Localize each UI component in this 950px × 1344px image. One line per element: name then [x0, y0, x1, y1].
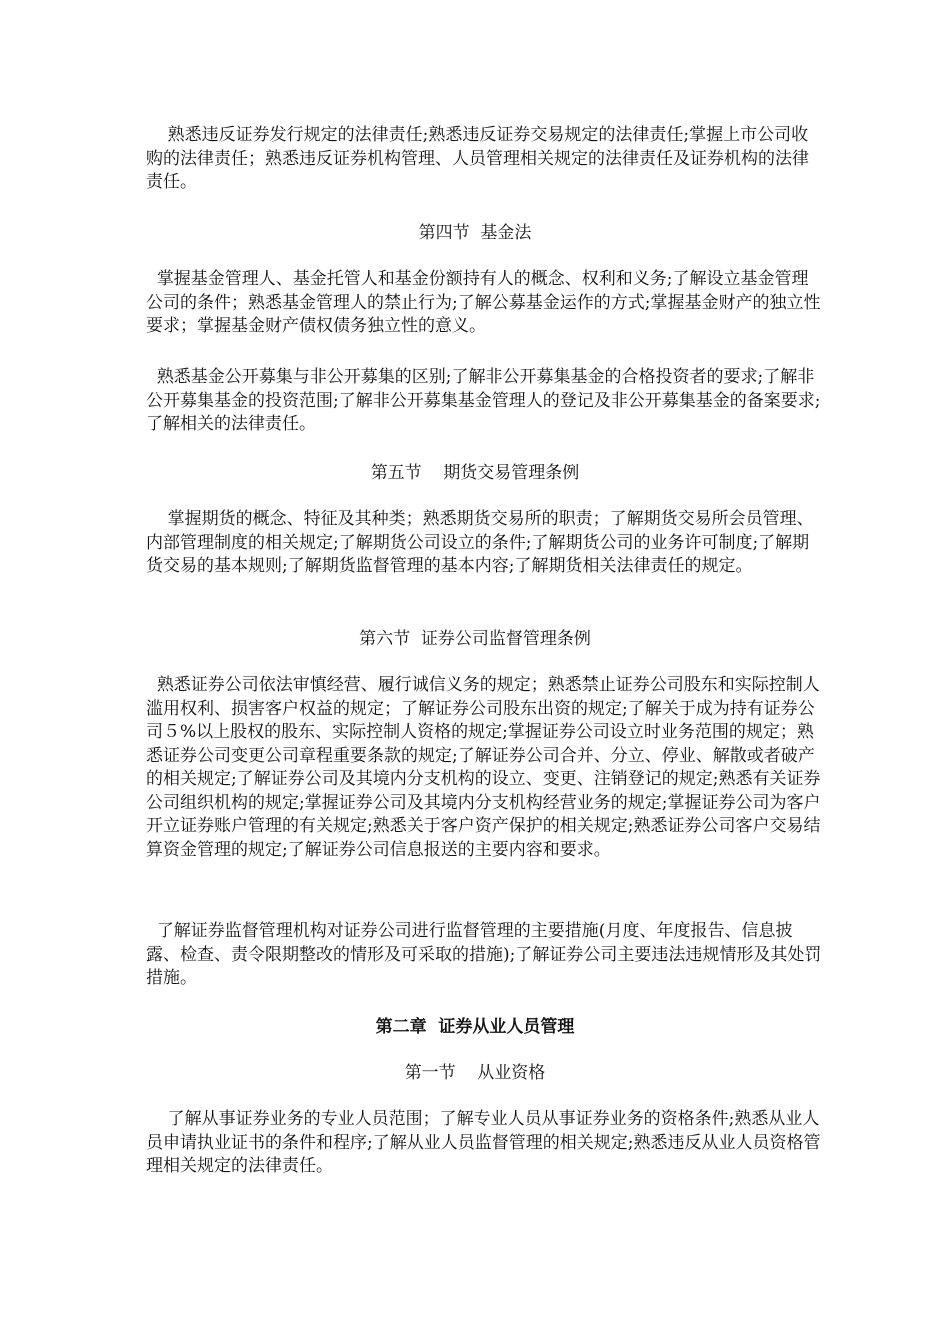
paragraph-legal-liability: 熟悉违反证券发行规定的法律责任;熟悉违反证券交易规定的法律责任;掌握上市公司收购的法律责任；熟悉违反证券机构管理、人员管理相关规定的法律责任及证券机构的法律责任。: [146, 125, 809, 192]
paragraph-fund-raising: 熟悉基金公开募集与非公开募集的区别;了解非公开募集基金的合格投资者的要求;了解非公开募集基金的投资范围;了解非公开募集基金管理人的登记及非公开募集基金的备案要求;了解相关的法律责任。: [146, 367, 821, 434]
paragraph-fund-manager: 掌握基金管理人、基金托管人和基金份额持有人的概念、权利和义务;了解设立基金管理公司的条件；熟悉基金管理人的禁止行为;了解公募基金运作的方式;掌握基金财产的独立性要求；掌握基金财产债权债务独立性的意义。: [146, 269, 821, 336]
paragraph-supervision-measures: 了解证券监督管理机构对证券公司进行监督管理的主要措施(月度、年度报告、信息披露、检查、责令限期整改的情形及可采取的措施);了解证券公司主要违法违规情形及其处罚措施。: [146, 921, 822, 988]
section-heading-futures: 第五节 期货交易管理条例: [370, 463, 580, 483]
section-heading-fund-law: 第四节 基金法: [418, 223, 532, 243]
paragraph-securities-company: 熟悉证券公司依法审慎经营、履行诚信义务的规定；熟悉禁止证券公司股东和实际控制人滥用权利、损害客户权益的规定；了解证券公司股东出资的规定;了解关于成为持有证券公司５%以上股权的股东、实际控制人资格的规定;掌握证券公司设立时业务范围的规定；熟悉证券公司变更公司章程重要条款的规定;了解证券公司合并、分立、停业、解散或者破产的相关规定;了解证券公司及其境内分支机构的设立、变更、注销登记的规定;熟悉有关证券公司组织机构的规定;掌握证券公司及其境内分支机构经营业务的规定;掌握证券公司为客户开立证券账户管理的有关规定;熟悉关于客户资产保护的相关规定;熟悉证券公司客户交易结算资金管理的规定;了解证券公司信息报送的主要内容和要求。: [146, 675, 821, 860]
paragraph-qualification: 了解从事证券业务的专业人员范围；了解专业人员从事证券业务的资格条件;熟悉从业人员申请执业证书的条件和程序;了解从业人员监督管理的相关规定;熟悉违反从业人员资格管理相关规定的法律责任。: [146, 1109, 821, 1176]
section-heading-qualification: 第一节 从业资格: [404, 1063, 546, 1083]
chapter-heading-practitioner-management: 第二章 证券从业人员管理: [375, 1017, 575, 1037]
section-heading-securities-company: 第六节 证券公司监督管理条例: [359, 629, 591, 649]
paragraph-futures: 掌握期货的概念、特征及其种类；熟悉期货交易所的职责；了解期货交易所会员管理、内部管理制度的相关规定;了解期货公司设立的条件;了解期货公司的业务许可制度;了解期货交易的基本规则;了解期货监督管理的基本内容;了解期货相关法律责任的规定。: [146, 509, 814, 576]
